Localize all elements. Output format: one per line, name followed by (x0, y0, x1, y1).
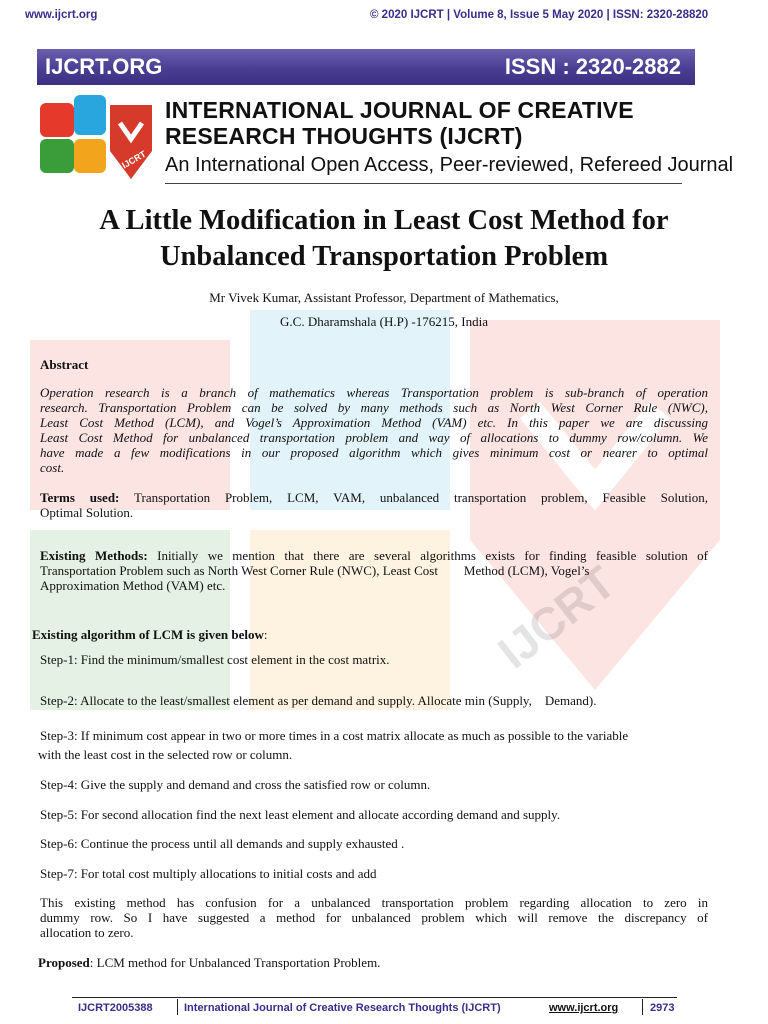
banner-site: IJCRT.ORG (45, 54, 163, 79)
proposed-text: : LCM method for Unbalanced Transportation Problem. (89, 955, 381, 970)
journal-tagline: An International Open Access, Peer-reviewed, Refereed Journal (165, 154, 734, 176)
closing-line: allocation to zero. (40, 925, 134, 940)
banner-issn: ISSN : 2320-2882 (504, 54, 681, 79)
lcm-heading: Existing algorithm of LCM is given below: (32, 627, 268, 642)
existing-line1 (40, 549, 708, 562)
abstract-line: research. Transportation Problem can be solved by many methods such as North West Corner Rule (NWC), (40, 400, 708, 415)
footer-url[interactable]: www.ijcrt.org (549, 1002, 619, 1014)
step-3: Step-3: If minimum cost appear in two or more times in a cost matrix allocate as much as possible to the variable (40, 728, 629, 743)
footer-paper-id: IJCRT2005388 (78, 1002, 153, 1014)
step-2: Step-2: Allocate to the least/smallest element as per demand and supply. Allocate min (Supply, Demand). (40, 693, 597, 708)
footer-rule (72, 997, 677, 998)
step-7: Step-7: For total cost multiply allocations to initial costs and add (40, 866, 377, 881)
existing-text: Initially we mention that there are several algorithms exists for finding feasible solution of (147, 548, 708, 563)
header-url[interactable]: www.ijcrt.org (25, 9, 98, 21)
proposed-line (38, 956, 380, 969)
author-line2: G.C. Dharamshala (H.P) -176215, India (280, 314, 488, 329)
abstract-line: have made a few modifications in our proposed algorithm which gives minimum cost or nearer to optimal (40, 445, 708, 460)
journal-title-line2: RESEARCH THOUGHTS (IJCRT) (165, 123, 523, 149)
step-4: Step-4: Give the supply and demand and cross the satisfied row or column. (40, 777, 431, 792)
author-line1: Mr Vivek Kumar, Assistant Professor, Department of Mathematics, (209, 290, 559, 305)
journal-title-line1: INTERNATIONAL JOURNAL OF CREATIVE (165, 97, 634, 123)
paper-title-line1: A Little Modification in Least Cost Method for (99, 205, 669, 236)
terms-line1 (40, 491, 708, 504)
svg-text:IJCRT: IJCRT (120, 148, 148, 171)
existing-line2: Transportation Problem such as North West Corner Rule (NWC), Least Cost Method (LCM), Vogel’s (40, 563, 590, 578)
banner-rule (165, 183, 682, 184)
existing-label: Existing Methods: (40, 548, 148, 563)
paper-title-line2: Unbalanced Transportation Problem (159, 241, 609, 272)
proposed-label: Proposed (38, 955, 90, 970)
existing-line3: Approximation Method (VAM) etc. (40, 578, 226, 593)
abstract-heading: Abstract (40, 357, 89, 372)
banner-band (37, 49, 695, 85)
closing-line: This existing method has confusion for a unbalanced transportation problem regarding allocation to zero in (40, 895, 708, 910)
closing-line: dummy row. So I have suggested a method for unbalanced problem which will remove the discrepancy of (40, 910, 708, 925)
abstract-line: Least Cost Method for unbalanced transportation problem and way of allocations to dummy row/column. We (40, 430, 708, 445)
step-6: Step-6: Continue the process until all demands and supply exhausted . (40, 836, 405, 851)
step-3-continued: with the least cost in the selected row or column. (38, 747, 293, 762)
footer-divider (642, 999, 643, 1015)
journal-logo (38, 93, 156, 187)
footer-page-number: 2973 (650, 1002, 675, 1014)
step-1: Step-1: Find the minimum/smallest cost element in the cost matrix. (40, 652, 390, 667)
abstract-line: Operation research is a branch of mathematics whereas Transportation problem is sub-branch of operation (40, 385, 708, 400)
step-5: Step-5: For second allocation find the next least element and allocate according demand and supply. (40, 807, 561, 822)
abstract-line: cost. (40, 460, 65, 475)
footer-divider (177, 999, 178, 1015)
terms-line2: Optimal Solution. (40, 505, 134, 520)
abstract-line: Least Cost Method (LCM), and Vogel’s Approximation Method (VAM) etc. In this paper we are discussing (40, 415, 708, 430)
header-citation: © 2020 IJCRT | Volume 8, Issue 5 May 2020 | ISSN: 2320-28820 (370, 9, 709, 21)
terms-label: Terms used: (40, 490, 120, 505)
watermark-text: IJCRT (488, 555, 625, 679)
footer-journal: International Journal of Creative Research Thoughts (IJCRT) (184, 1002, 501, 1014)
terms-text: Transportation Problem, LCM, VAM, unbalanced transportation problem, Feasible Solution, (119, 490, 708, 505)
